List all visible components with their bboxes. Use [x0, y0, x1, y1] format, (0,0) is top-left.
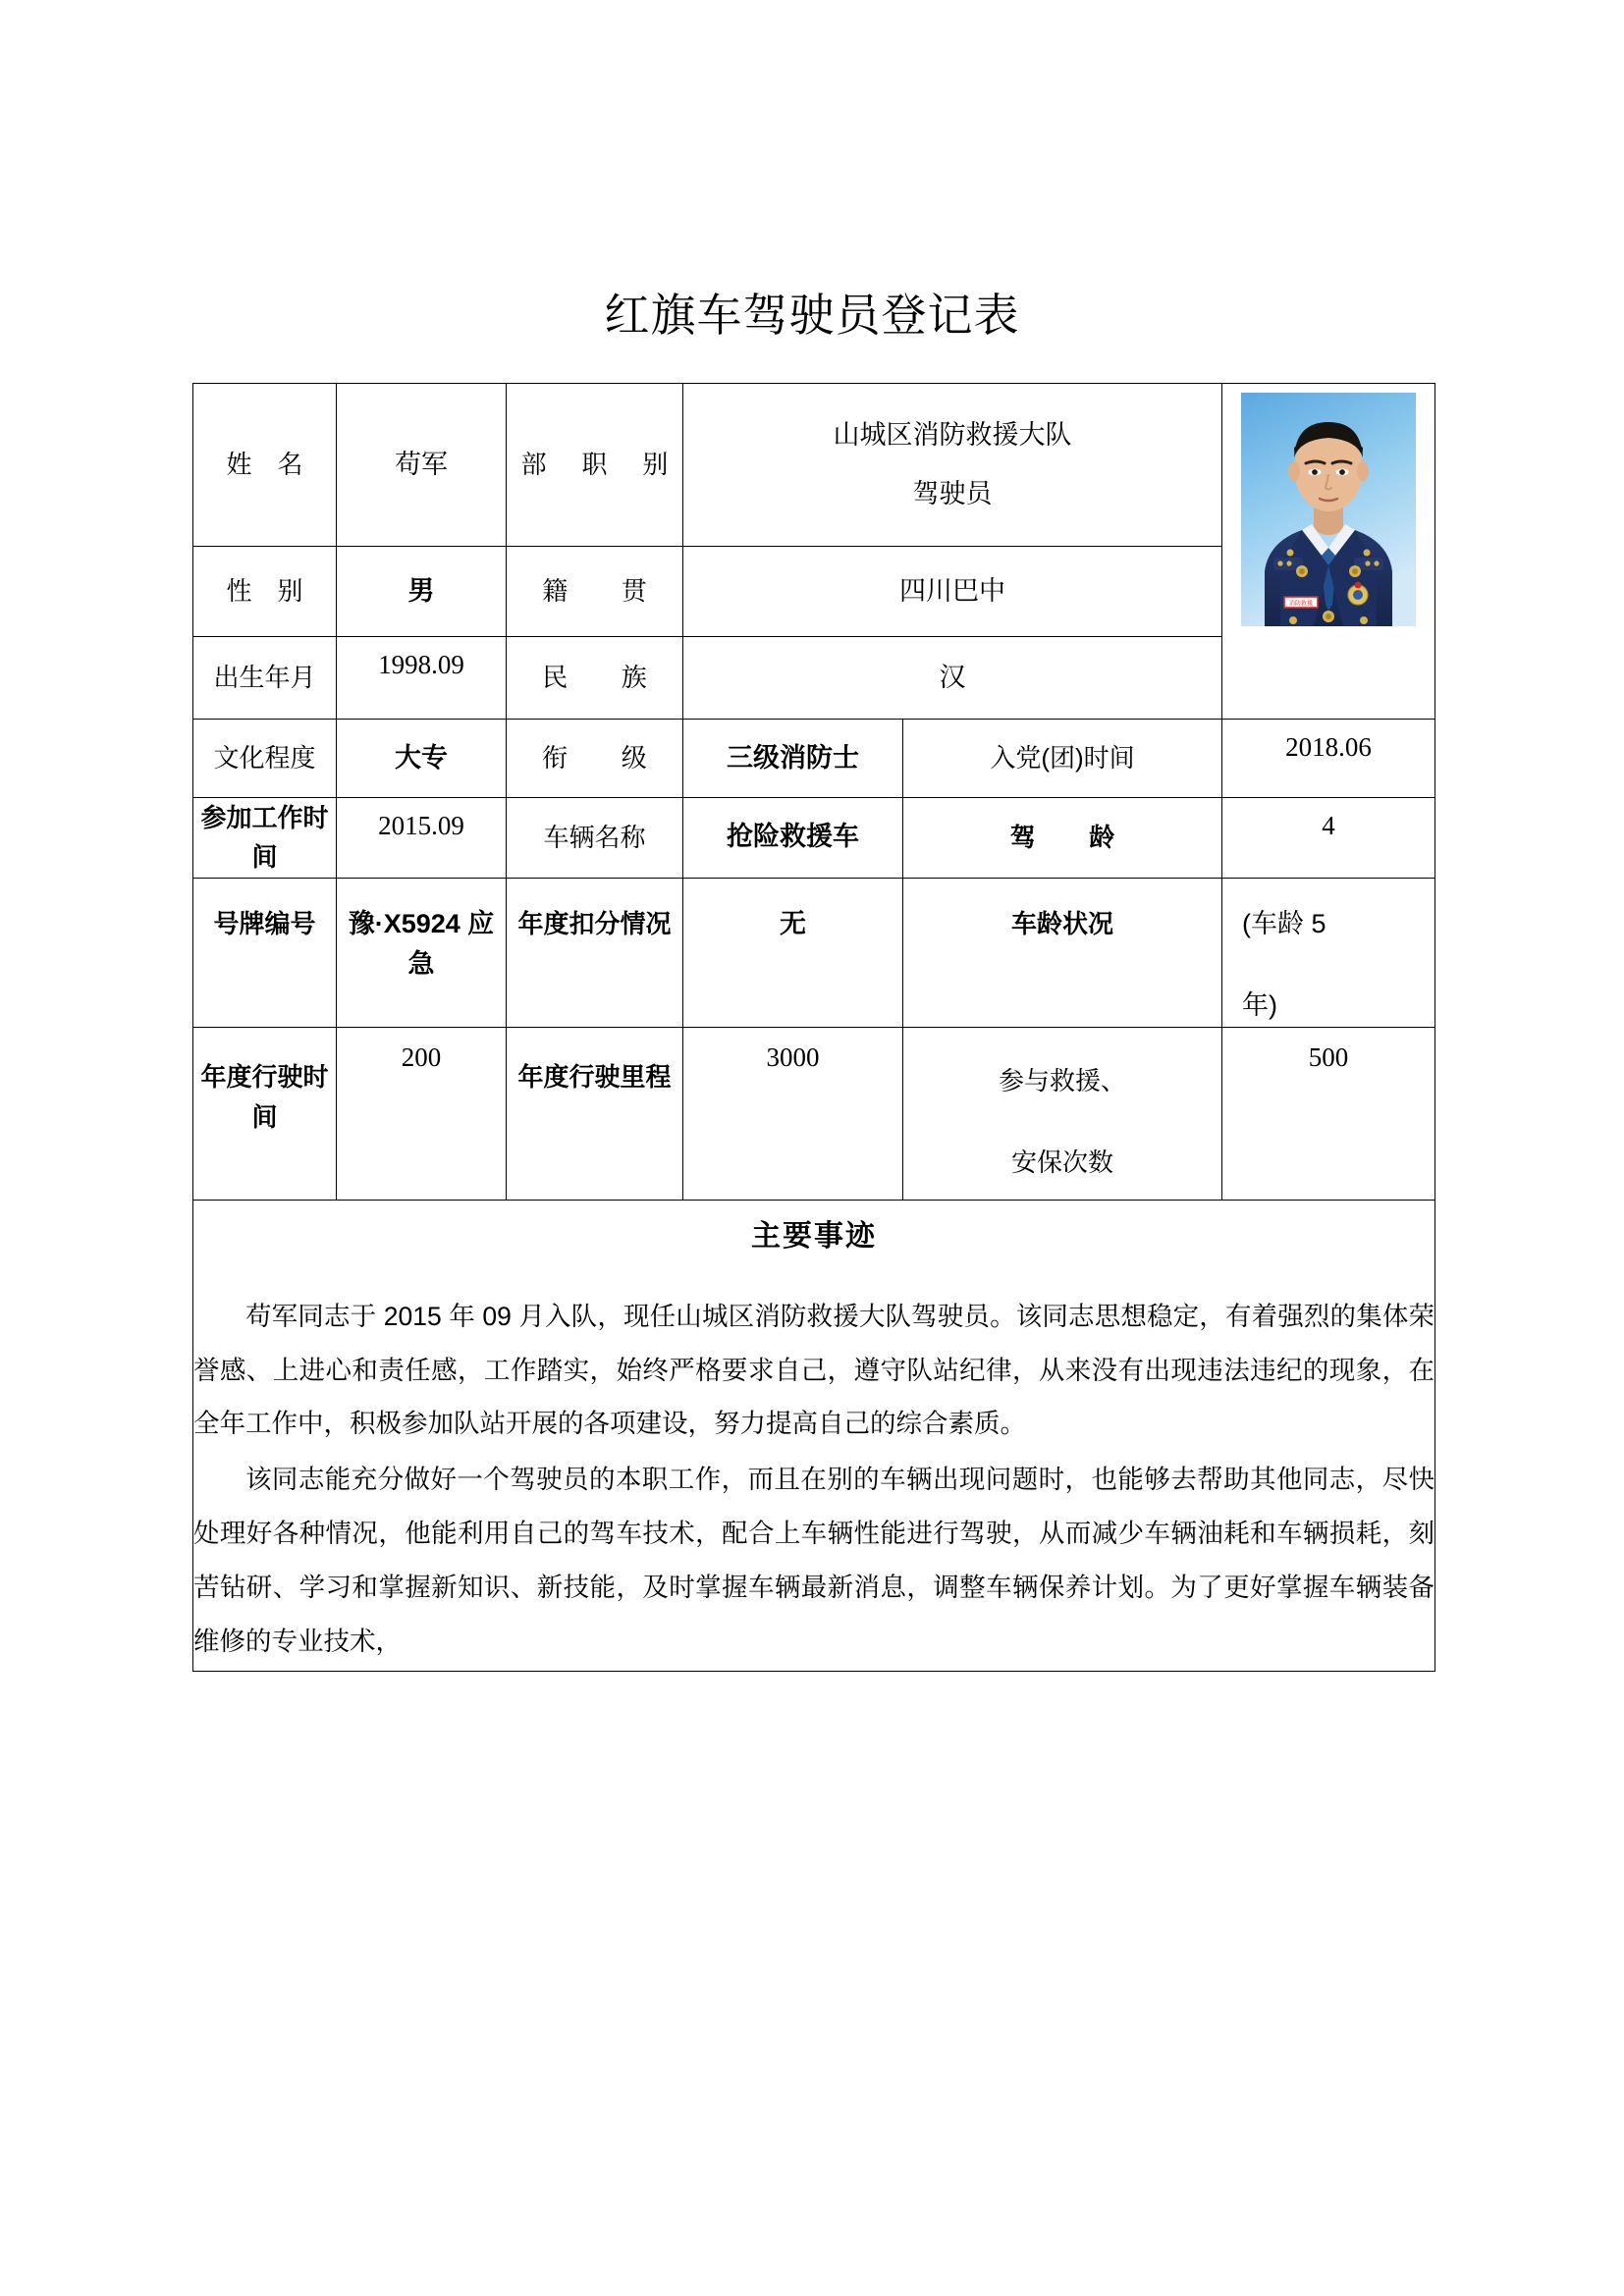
table-row-annual-driving — [193, 1028, 1435, 1201]
cell-value-annual-points: 无 — [683, 878, 903, 1028]
cell-value-birthdate: 1998.09 — [337, 637, 507, 720]
table-row-plate-number — [193, 878, 1435, 1028]
cell-label-vehicle-name: 车辆名称 — [507, 798, 683, 879]
cell-value-vehicle-name: 抢险救援车 — [683, 798, 903, 879]
page-title: 红旗车驾驶员登记表 — [604, 290, 1020, 341]
table-row-name — [193, 384, 1435, 547]
main-deeds-paragraph-2: 该同志能充分做好一个驾驶员的本职工作，而且在别的车辆出现问题时，也能够去帮助其他同志，尽快处理好各种情况，他能利用自己的驾车技术，配合上车辆性能进行驾驶，从而减少车辆油耗和车辆损耗，刻苦钻研、学习和掌握新知识、新技能，及时掌握车辆最新消息，调整车辆保养计划。为了更好掌握车辆装备维修的专业技术， — [193, 1465, 1435, 1656]
cell-value-rank: 三级消防士 — [683, 720, 903, 798]
rescue-count-line-1: 参与救援、 — [999, 1066, 1127, 1096]
main-deeds-heading: 主要事迹 — [751, 1220, 877, 1254]
cell-value-annual-mileage: 3000 — [683, 1028, 903, 1201]
cell-label-rescue-count — [903, 1028, 1222, 1201]
cell-value-driving-years: 4 — [1222, 798, 1435, 879]
cell-label-driving-years — [903, 798, 1222, 879]
cell-label-education: 文化程度 — [193, 720, 337, 798]
cell-label-birthdate: 出生年月 — [193, 637, 337, 720]
cell-value-gender: 男 — [337, 547, 507, 637]
cell-value-plate-number: 豫·X5924 应急 — [337, 878, 507, 1028]
cell-label-gender: 性 别 — [193, 547, 337, 637]
photo-cell — [1222, 384, 1435, 720]
label-rank-text: 衔 级 — [542, 743, 662, 774]
label-position-text: 部 职 别 — [520, 450, 682, 480]
label-ethnicity-text: 民 族 — [542, 663, 662, 693]
table-row-education — [193, 720, 1435, 798]
vehicle-age-line-2: 年) — [1242, 990, 1278, 1021]
table-row-work-start — [193, 798, 1435, 879]
cell-value-ethnicity: 汉 — [683, 637, 1222, 720]
cell-label-plate-number: 号牌编号 — [193, 878, 337, 1028]
cell-value-native-place: 四川巴中 — [683, 547, 1222, 637]
main-deeds-cell — [193, 1201, 1435, 1671]
cell-label-party-join-time: 入党(团)时间 — [903, 720, 1222, 798]
portrait-photo — [1241, 393, 1416, 626]
rescue-count-line-2: 安保次数 — [1011, 1147, 1114, 1177]
cell-label-vehicle-age: 车龄状况 — [903, 878, 1222, 1028]
cell-value-vehicle-age — [1222, 878, 1435, 1028]
cell-value-rescue-count: 500 — [1222, 1028, 1435, 1201]
position-line-1: 山城区消防救援大队 — [833, 419, 1072, 450]
cell-label-ethnicity — [507, 637, 683, 720]
cell-value-position — [683, 384, 1222, 547]
cell-label-annual-points: 年度扣分情况 — [507, 878, 683, 1028]
cell-label-work-start: 参加工作时间 — [193, 798, 337, 879]
svg-text:消防救援: 消防救援 — [1289, 600, 1314, 608]
cell-label-native-place — [507, 547, 683, 637]
position-line-2: 驾驶员 — [912, 478, 993, 508]
table-row-main-deeds — [193, 1201, 1435, 1671]
cell-value-education: 大专 — [337, 720, 507, 798]
cell-label-annual-hours: 年度行驶时间 — [193, 1028, 337, 1201]
cell-value-annual-hours: 200 — [337, 1028, 507, 1201]
cell-value-name: 苟军 — [337, 384, 507, 547]
cell-label-rank — [507, 720, 683, 798]
main-deeds-paragraph-1: 苟军同志于 2015 年 09 月入队，现任山城区消防救援大队驾驶员。该同志思想稳定，有着强烈的集体荣誉感、上进心和责任感，工作踏实，始终严格要求自己，遵守队站纪律，从来没有出现违法违纪的现象，在全年工作中，积极参加队站开展的各项建设，努力提高自己的综合素质。 — [193, 1301, 1435, 1439]
cell-label-position — [507, 384, 683, 547]
label-driving-years-text: 驾 龄 — [1009, 823, 1129, 853]
vehicle-age-line-1: (车龄 5 — [1242, 908, 1326, 938]
label-native-place-text: 籍 贯 — [542, 576, 662, 607]
cell-label-name: 姓 名 — [193, 384, 337, 547]
driver-registration-table — [192, 383, 1435, 1672]
avatar — [1241, 393, 1416, 626]
cell-value-work-start: 2015.09 — [337, 798, 507, 879]
cell-value-party-join-time: 2018.06 — [1222, 720, 1435, 798]
cell-label-annual-mileage: 年度行驶里程 — [507, 1028, 683, 1201]
